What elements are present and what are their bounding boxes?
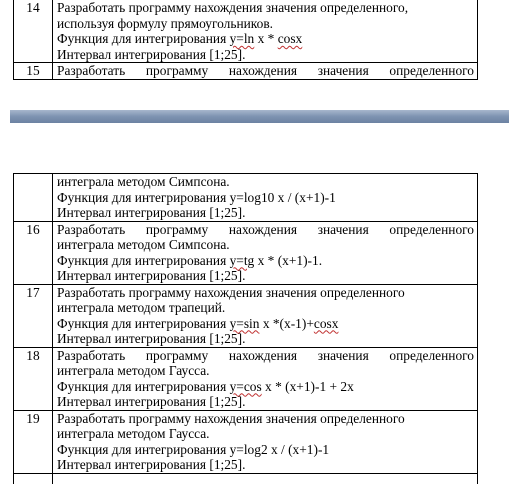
spellcheck-mark: cosx: [313, 315, 339, 331]
page-break-bar: [0, 110, 509, 123]
task-number: 18: [14, 347, 53, 410]
task-line: Разработать программу нахождения значения определенного: [57, 410, 405, 426]
spellcheck-mark: y=ln: [229, 31, 255, 46]
document-page-top: [0, 0, 509, 80]
tasks-table-page-2: [13, 173, 478, 484]
table-row: [14, 0, 478, 63]
task-line: интеграла методом Симпсона.: [57, 174, 230, 189]
document-page-bottom: [0, 165, 509, 484]
spellcheck-mark: y=sin: [229, 315, 260, 331]
task-function: Функция для интегрирования y=log2 x / (x+1)-1: [57, 441, 330, 457]
task-line: Разработать программу нахождения значения определенного: [57, 63, 474, 78]
task-interval: Интервал интегрирования [1;25].: [57, 457, 246, 472]
task-interval: Интервал интегрирования [1;25].: [57, 46, 246, 62]
task-text: [53, 63, 478, 80]
task-interval: Интервал интегрирования [1;25].: [57, 331, 246, 346]
task-number: [14, 473, 53, 484]
task-text: [53, 347, 478, 410]
task-interval: Интервал интегрирования [1;25].: [57, 268, 246, 283]
table-row: [14, 410, 478, 473]
table-row: [14, 347, 478, 410]
task-text: [53, 473, 478, 484]
task-number: 17: [14, 284, 53, 347]
task-interval: Интервал интегрирования [1;25].: [57, 205, 246, 220]
task-line: используя формулу прямоугольников.: [57, 15, 273, 31]
task-line: Разработать программу нахождения значения определенного,: [57, 0, 409, 15]
task-number: [14, 174, 53, 222]
task-line: интеграла методом трапеций.: [57, 300, 226, 315]
task-function: Функция для интегрирования y=sin x *(x-1)+cosx: [57, 315, 339, 331]
task-text: [53, 174, 478, 222]
task-function: Функция для интегрирования y=cos x * (x+1)-1 + 2x: [57, 378, 354, 394]
task-line: Разработать программу нахождения значения определенного: [57, 221, 474, 237]
task-number: 19: [14, 410, 53, 473]
task-line: интеграла методом Гаусса.: [57, 426, 210, 441]
table-row: [14, 174, 478, 222]
table-row: [14, 284, 478, 347]
task-number: 15: [14, 63, 53, 80]
task-number: 14: [14, 0, 53, 63]
spellcheck-mark: cosx: [277, 31, 303, 46]
task-function: Функция для интегрирования y=ln x * cosx: [57, 31, 303, 46]
spellcheck-mark: y=tg: [229, 252, 255, 268]
task-function: Функция для интегрирования y=tg x * (x+1)-1.: [57, 252, 323, 268]
table-row: [14, 221, 478, 284]
spellcheck-mark: y=cos: [229, 378, 262, 394]
task-text: [53, 284, 478, 347]
task-line: интеграла методом Симпсона.: [57, 237, 230, 252]
table-row: [14, 473, 478, 484]
task-text: [53, 221, 478, 284]
tasks-table-page-1: [13, 0, 478, 80]
task-text: [53, 410, 478, 473]
task-text: [53, 0, 478, 63]
task-interval: Интервал интегрирования [1;25].: [57, 394, 246, 409]
task-line: интеграла методом Гаусса.: [57, 363, 210, 378]
task-function: Функция для интегрирования y=log10 x / (x+1)-1: [57, 189, 336, 205]
task-line: Разработать программу нахождения значения определенного: [57, 284, 405, 300]
task-number: 16: [14, 221, 53, 284]
task-line: Разработать программу нахождения значения определенного: [57, 347, 474, 363]
table-row: [14, 63, 478, 80]
